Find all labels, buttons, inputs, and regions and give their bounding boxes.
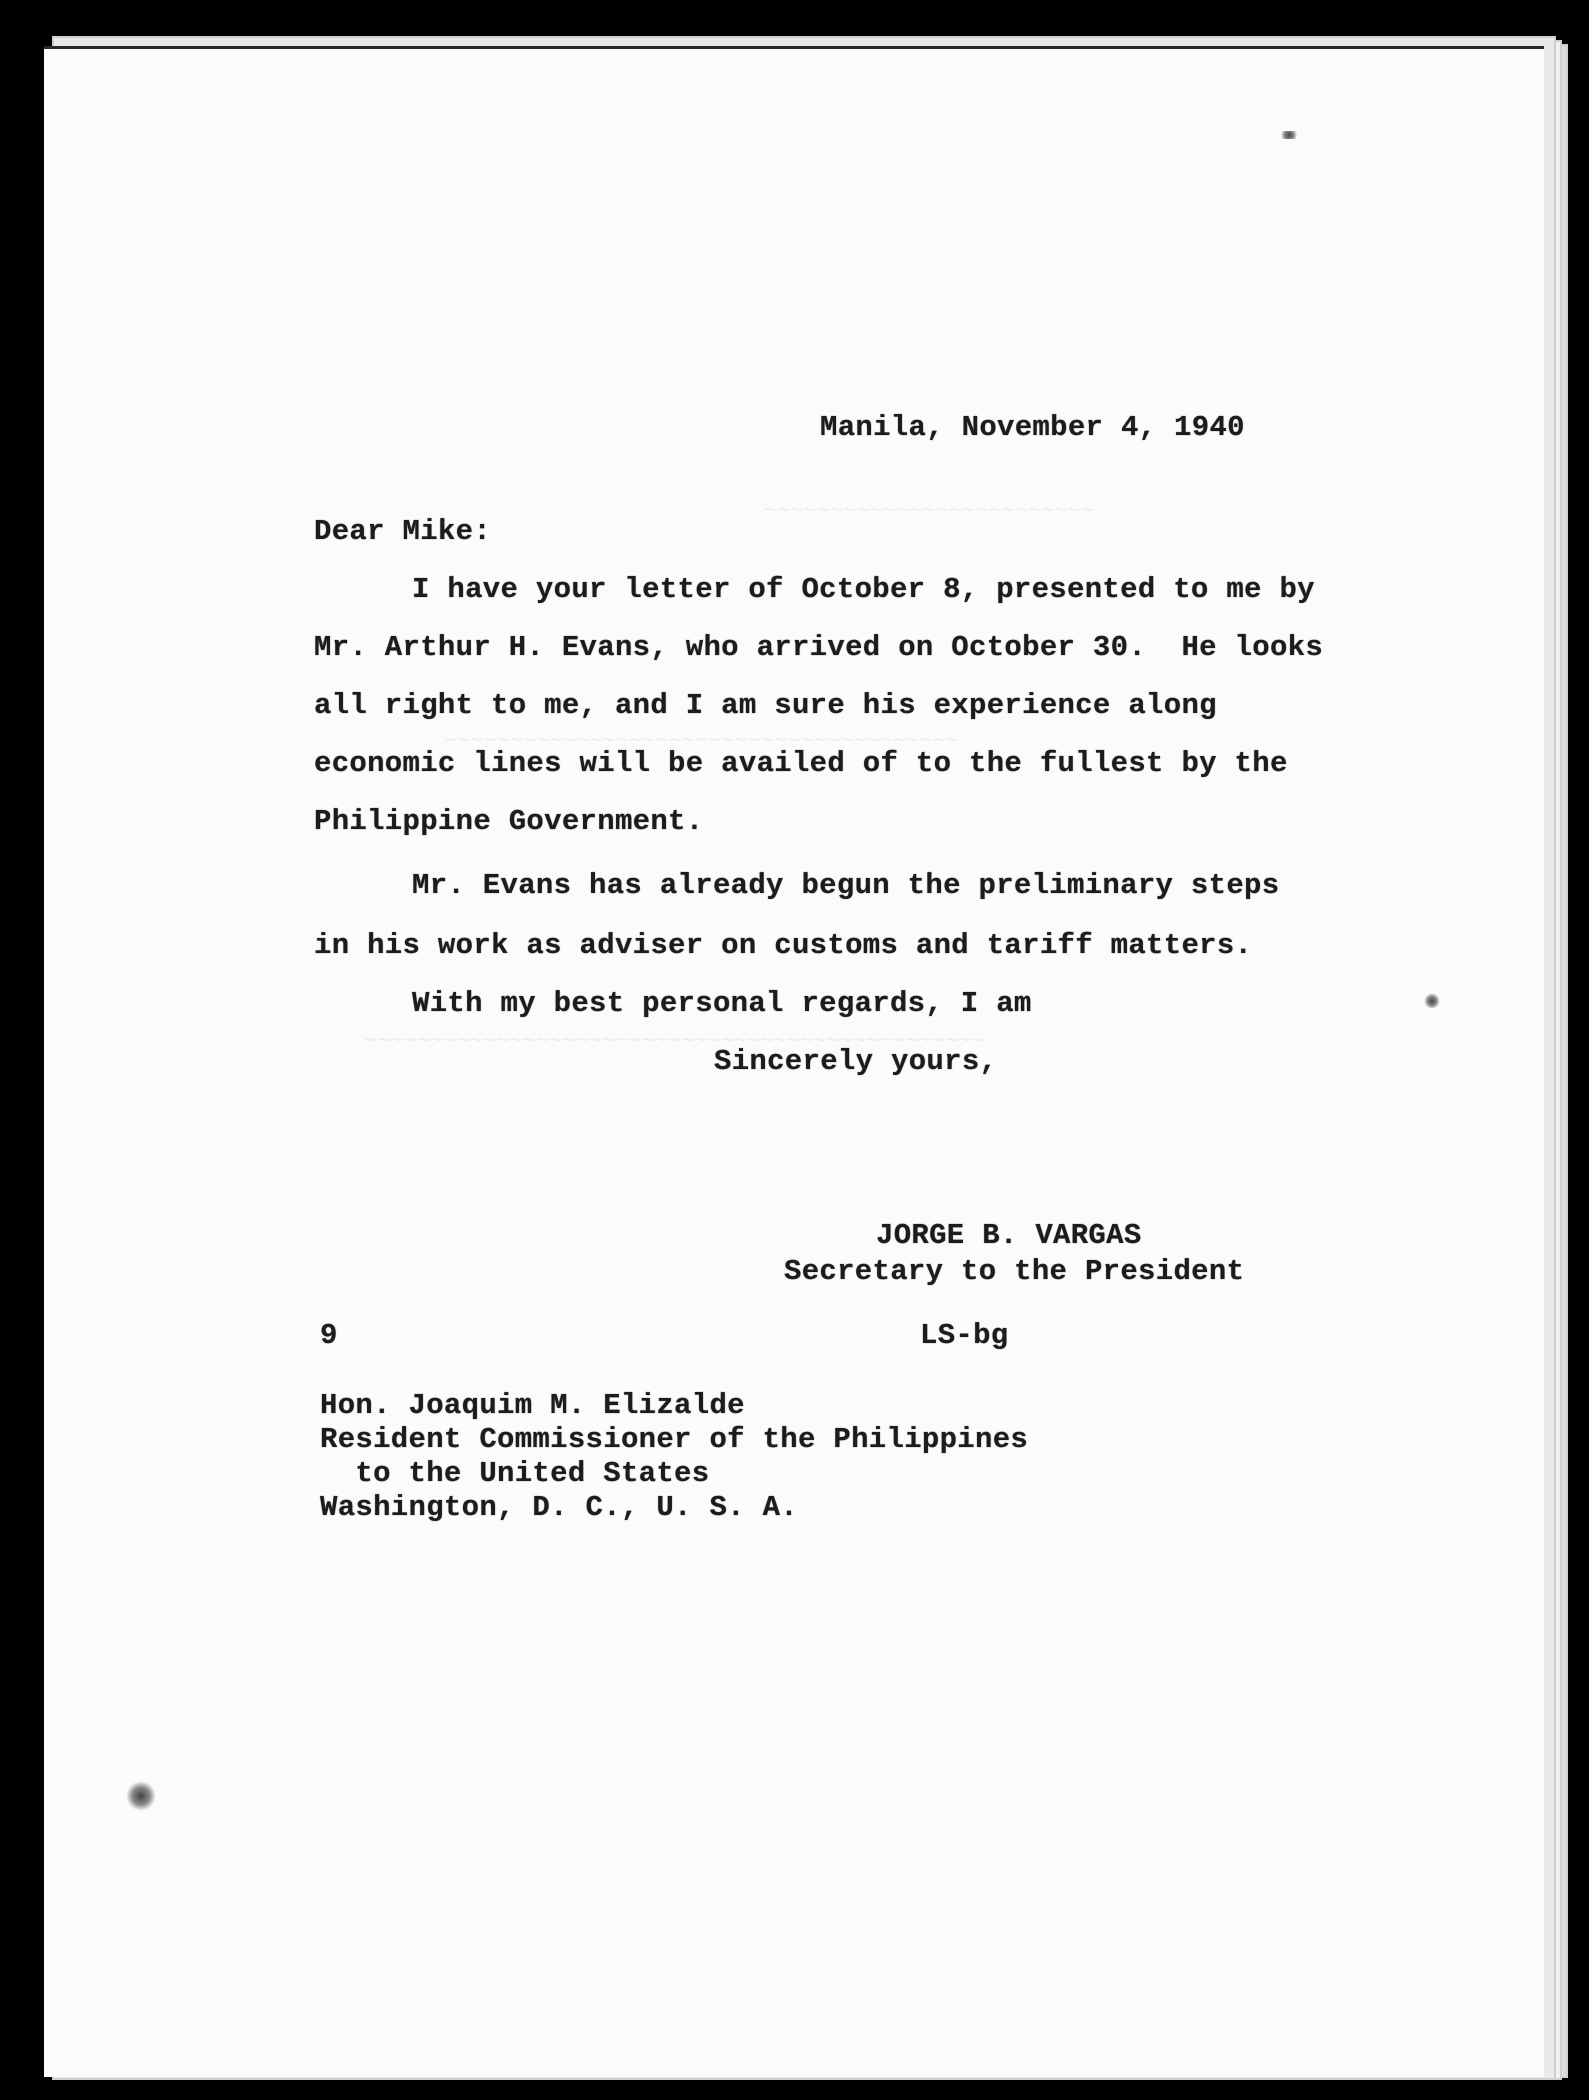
body-line: With my best personal regards, I am <box>412 987 1032 1020</box>
recipient-line: Resident Commissioner of the Philippines <box>320 1423 1029 1456</box>
bleed-through-mark: ~~~~~~~~~~~~~~~~~~~~~~~~~ <box>764 499 1095 524</box>
letter-page <box>44 46 1544 2077</box>
reference-initials: LS-bg <box>920 1319 1009 1352</box>
signer-name: JORGE B. VARGAS <box>876 1219 1142 1252</box>
dateline: Manila, November 4, 1940 <box>820 411 1245 444</box>
body-line: Mr. Arthur H. Evans, who arrived on October 30. He looks <box>314 631 1324 664</box>
body-line: in his work as adviser on customs and tariff matters. <box>314 929 1253 962</box>
bleed-through-mark: ~~~~~~~~~~~~~~~~~~~~~~~~~~~~~~~~~~~~~~~~~~~~~~~ <box>364 1029 985 1054</box>
ink-smudge <box>1424 993 1440 1009</box>
signer-title: Secretary to the President <box>784 1255 1245 1288</box>
bleed-through-mark: ~~~~~~~~~~~~~~~~~~~~~~~~~~~~~~~~~~~~~~~ <box>444 729 959 754</box>
recipient-line: Hon. Joaquim M. Elizalde <box>320 1389 745 1422</box>
salutation: Dear Mike: <box>314 515 492 548</box>
ink-smudge <box>1278 131 1300 139</box>
recipient-line: Washington, D. C., U. S. A. <box>320 1491 798 1524</box>
body-line: economic lines will be availed of to the fullest by the <box>314 747 1288 780</box>
page-mark: 9 <box>320 1319 338 1352</box>
body-line: all right to me, and I am sure his experience along <box>314 689 1217 722</box>
body-line: I have your letter of October 8, presented to me by <box>412 573 1315 606</box>
ink-smudge <box>126 1781 156 1811</box>
recipient-line: to the United States <box>320 1457 710 1490</box>
body-line: Philippine Government. <box>314 805 704 838</box>
body-line: Mr. Evans has already begun the preliminary steps <box>412 869 1280 902</box>
closing: Sincerely yours, <box>714 1045 998 1078</box>
